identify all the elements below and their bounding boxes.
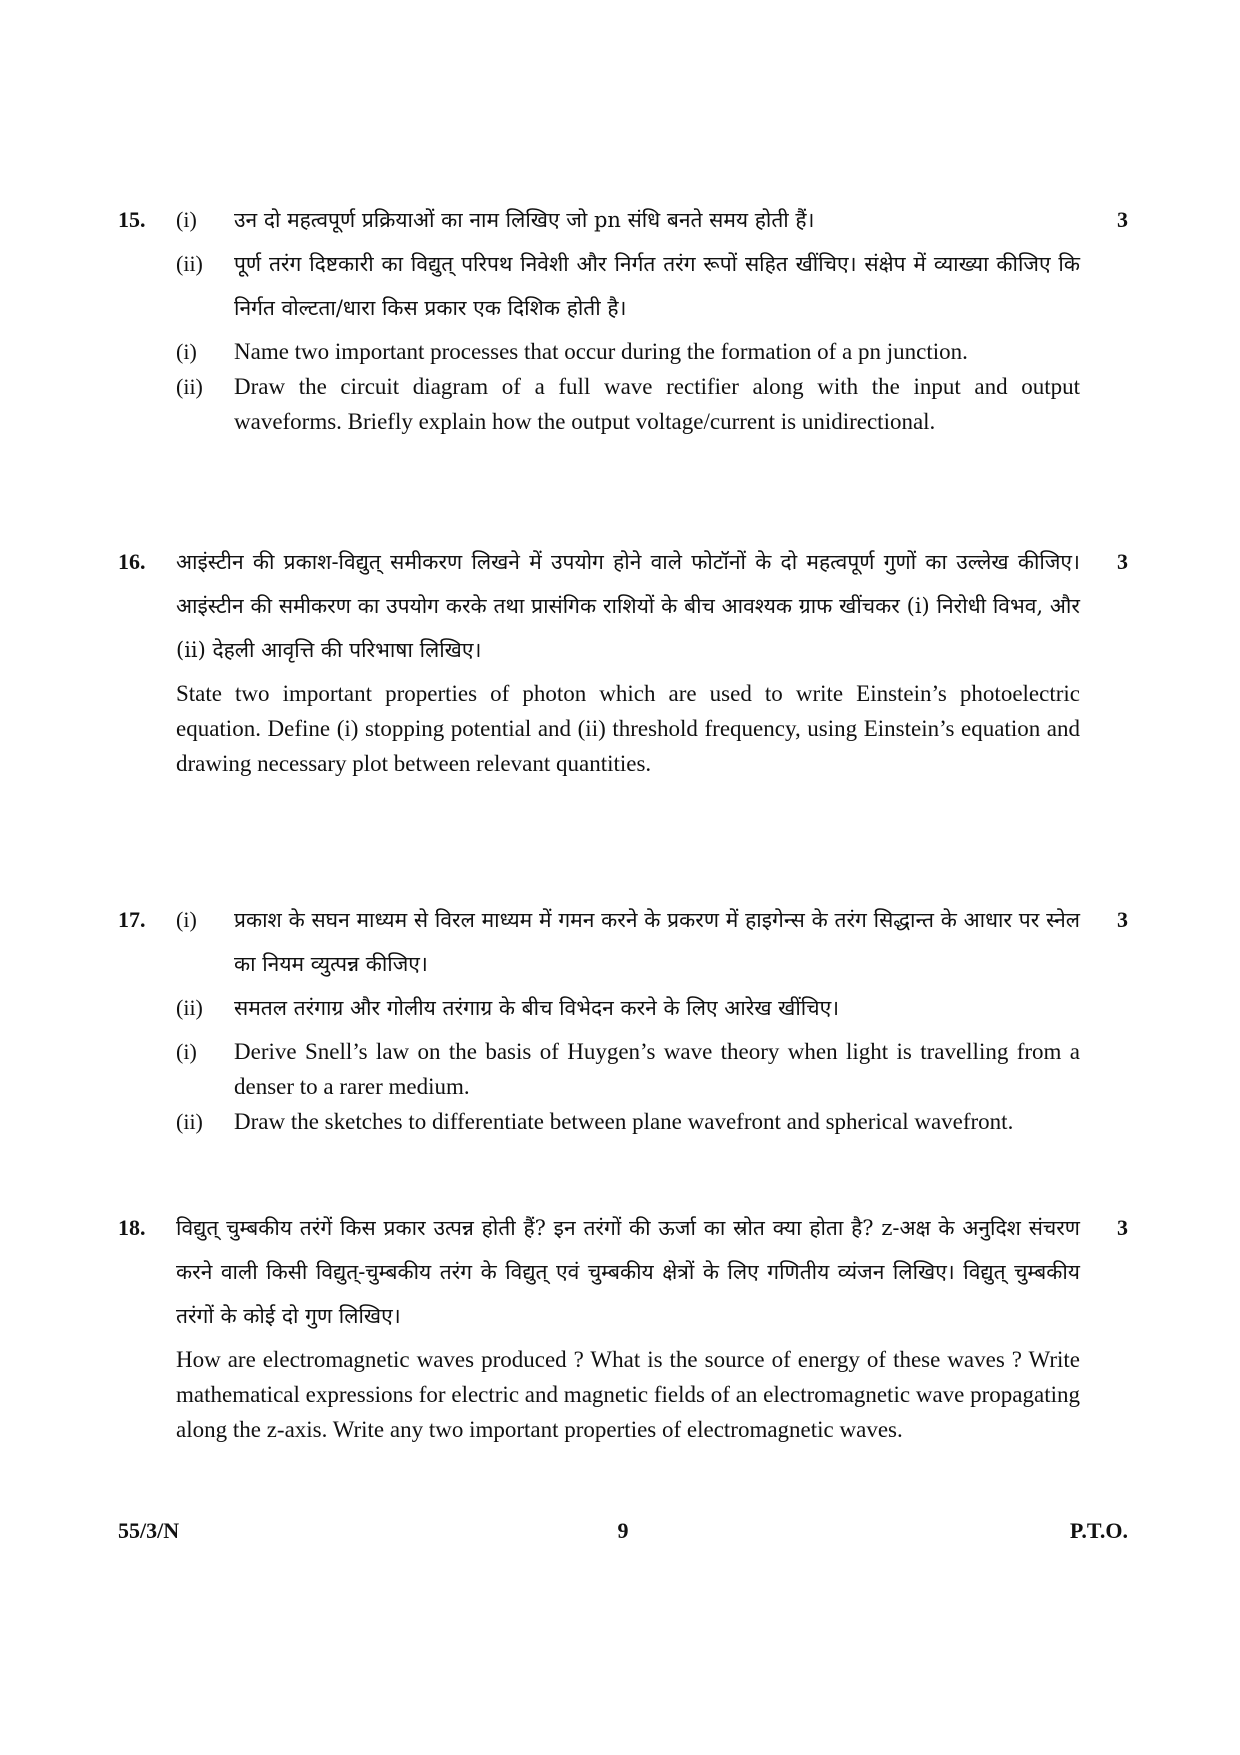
marks: 3 <box>1117 1215 1128 1240</box>
english-text: State two important properties of photon which are used to write Einstein’s photoelectric equation. Define (i) stopping potential and (ii) threshold frequency, using Einstein’s equation and drawing necessary plot between relevant quantities. <box>176 681 1080 776</box>
part-label: (ii) <box>176 374 203 399</box>
hindi-text: विद्युत् चुम्बकीय तरंगें किस प्रकार उत्पन्न होती हैं? इन तरंगों की ऊर्जा का स्रोत क्या होता है? z-अक्ष के अनुदिश संचरण करने वाली किसी विद्युत्-चुम्बकीय तरंग के विद्युत् एवं चुम्बकीय क्षेत्रों के लिए गणितीय व्यंजन लिखिए। विद्युत् चुम्बकीय तरंगों के कोई दो गुण लिखिए। <box>176 1216 1080 1328</box>
english-text: Draw the circuit diagram of a full wave rectifier along with the input and output waveforms. Briefly explain how the output voltage/current is unidirectional. <box>234 374 1080 434</box>
marks: 3 <box>1117 549 1128 574</box>
question-number: 18. <box>118 1215 146 1240</box>
part-label: (ii) <box>176 1109 203 1134</box>
part-label: (ii) <box>176 251 203 276</box>
hindi-text: उन दो महत्वपूर्ण प्रक्रियाओं का नाम लिखिए जो pn संधि बनते समय होती हैं। <box>234 208 815 232</box>
hindi-text: प्रकाश के सघन माध्यम से विरल माध्यम में गमन करने के प्रकरण में हाइगेन्स के तरंग सिद्धान्त के आधार पर स्नेल का नियम व्युत्पन्न कीजिए। <box>234 908 1080 976</box>
question-17 <box>118 898 1128 1139</box>
hindi-text: समतल तरंगाग्र और गोलीय तरंगाग्र के बीच विभेदन करने के लिए आरेख खींचिए। <box>234 996 840 1020</box>
question-15 <box>118 198 1128 439</box>
english-text: Draw the sketches to differentiate between plane wavefront and spherical wavefront. <box>234 1109 1014 1134</box>
part-label: (i) <box>176 1039 197 1064</box>
part-label: (ii) <box>176 995 203 1020</box>
page-number: 9 <box>617 1518 629 1543</box>
part-label: (i) <box>176 207 197 232</box>
part-label: (i) <box>176 339 197 364</box>
part-label: (i) <box>176 907 197 932</box>
question-number: 15. <box>118 207 146 232</box>
marks: 3 <box>1117 907 1128 932</box>
question-number: 17. <box>118 907 146 932</box>
please-turn-over: P.T.O. <box>1069 1518 1128 1543</box>
question-18 <box>118 1206 1128 1447</box>
question-16 <box>118 540 1128 781</box>
english-text: Derive Snell’s law on the basis of Huygen’s wave theory when light is travelling from a denser to a rarer medium. <box>234 1039 1080 1099</box>
english-text: Name two important processes that occur during the formation of a pn junction. <box>234 339 968 364</box>
question-number: 16. <box>118 549 146 574</box>
paper-code: 55/3/N <box>118 1518 180 1543</box>
hindi-text: आइंस्टीन की प्रकाश-विद्युत् समीकरण लिखने में उपयोग होने वाले फोटॉनों के दो महत्वपूर्ण गुणों का उल्लेख कीजिए। आइंस्टीन की समीकरण का उपयोग करके तथा प्रासंगिक राशियों के बीच आवश्यक ग्राफ खींचकर (i) निरोधी विभव, और (ii) देहली आवृत्ति की परिभाषा लिखिए। <box>176 550 1080 662</box>
hindi-text: पूर्ण तरंग दिष्टकारी का विद्युत् परिपथ निवेशी और निर्गत तरंग रूपों सहित खींचिए। संक्षेप में व्याख्या कीजिए कि निर्गत वोल्टता/धारा किस प्रकार एक दिशिक होती है। <box>234 252 1080 320</box>
marks: 3 <box>1117 207 1128 232</box>
english-text: How are electromagnetic waves produced ? What is the source of energy of these waves ? Write mathematical expressions for electric and magnetic fields of an electromagnetic wave propagating along the z-axis. Write any two important properties of electromagnetic waves. <box>176 1347 1080 1442</box>
